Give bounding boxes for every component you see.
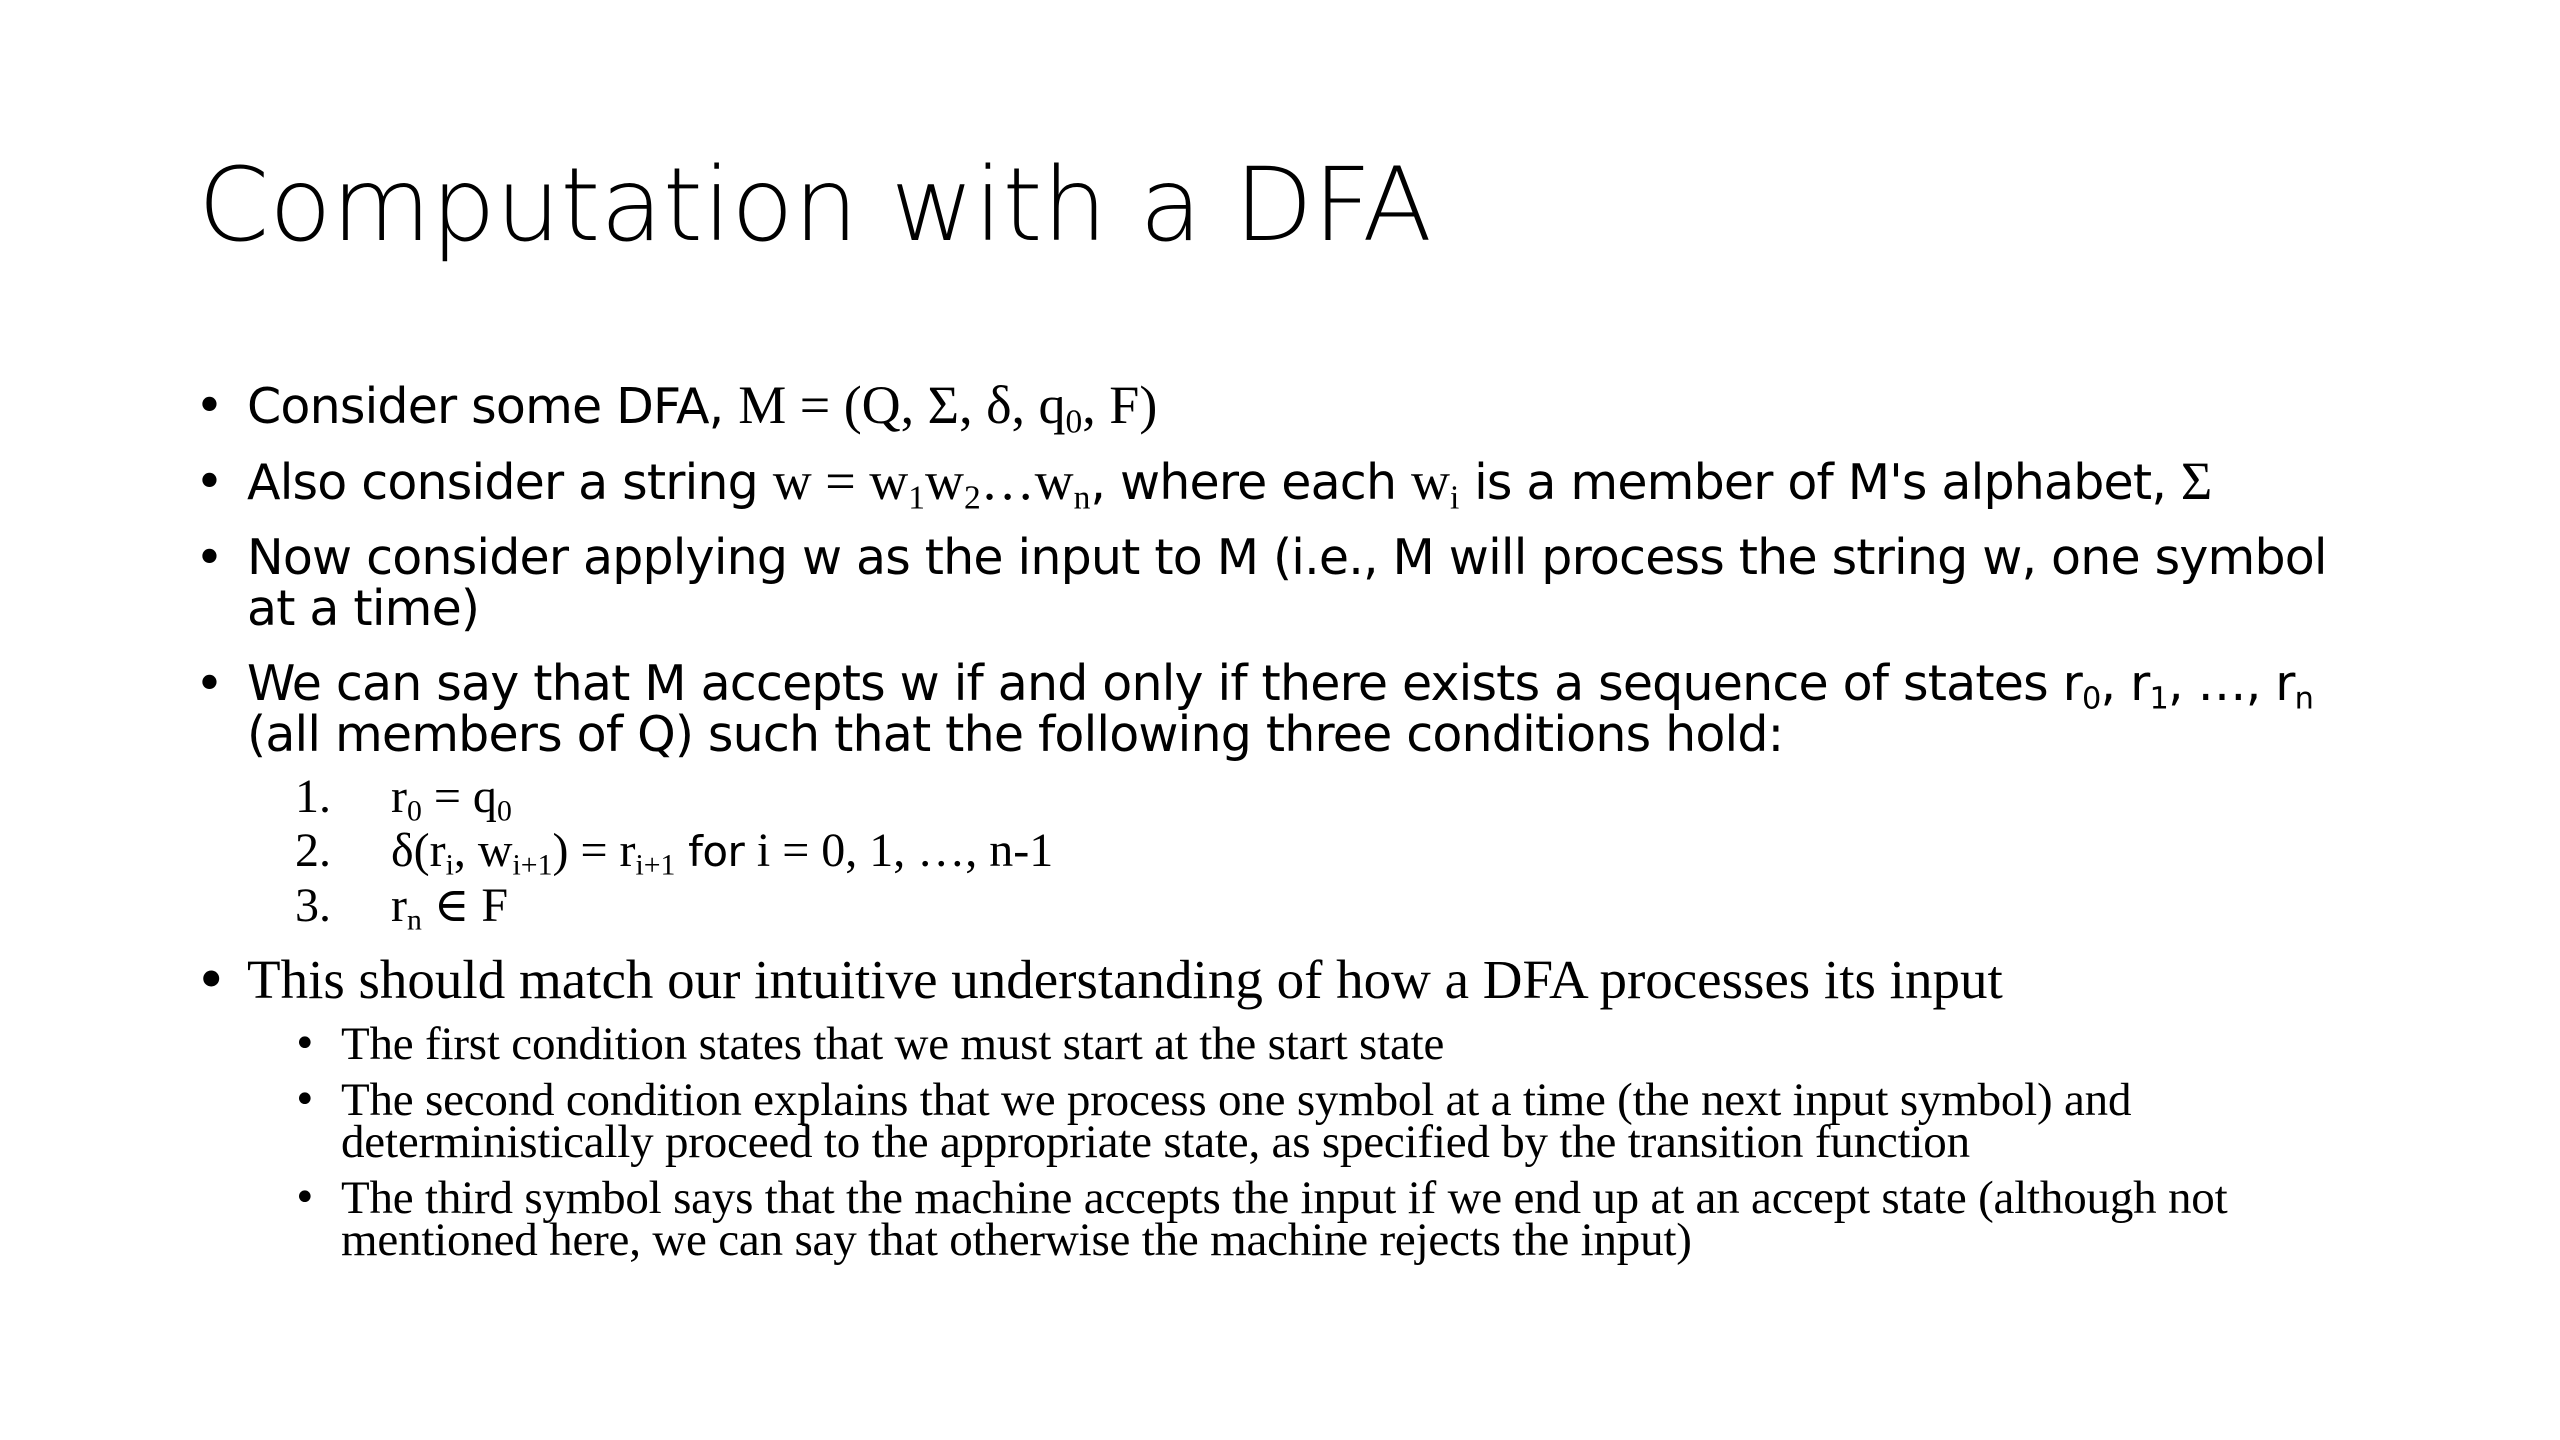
bullet-text: , …, r <box>2167 655 2295 712</box>
math-part: ∈ F <box>421 879 509 932</box>
sub-bullet-second-condition <box>293 1074 2375 1168</box>
sub-bullet-third-condition <box>293 1172 2375 1266</box>
sub-bullet-first-condition <box>293 1018 2375 1070</box>
math-subscript: 2 <box>963 479 981 517</box>
condition-math <box>391 879 509 937</box>
bullet-intuition <box>195 948 2375 1012</box>
math-alphabet: Σ <box>2180 451 2213 511</box>
bullet-dot: • <box>293 1175 317 1221</box>
condition-number: 2. <box>295 824 331 877</box>
math-part: , F) <box>1082 375 1158 435</box>
math-subscript: 1 <box>2149 681 2168 717</box>
condition-number: 1. <box>295 770 331 823</box>
bullet-text: Now consider applying w as the input to M (i.e., M will process the string w, one symbol at a time) <box>247 529 2327 637</box>
bullet-text: , r <box>2100 655 2150 712</box>
bullet-text: Also consider a string <box>247 454 773 511</box>
math-part: = q <box>421 770 497 823</box>
bullet-text: Consider some DFA, <box>247 378 739 435</box>
bullet-apply-input <box>195 529 2375 637</box>
math-subscript: i+1 <box>512 848 553 882</box>
bullet-dot: • <box>195 529 224 586</box>
math-part: w <box>1410 451 1450 511</box>
math-part: r <box>391 770 407 823</box>
bullet-dot: • <box>195 655 224 712</box>
condition-item <box>295 824 2375 882</box>
math-subscript: 0 <box>406 794 422 828</box>
condition-text: for <box>675 827 757 876</box>
math-part: i = 0, 1, …, n-1 <box>756 824 1054 877</box>
bullet-input-string <box>195 451 2375 517</box>
bullet-text: , where each <box>1090 454 1411 511</box>
bullet-text: (all members of Q) such that the following three conditions hold: <box>247 706 1784 763</box>
bullet-dot: • <box>293 1077 317 1123</box>
math-string <box>772 451 1091 517</box>
math-part: w <box>924 451 964 511</box>
math-subscript: 1 <box>908 479 925 517</box>
math-subscript: 0 <box>496 794 512 828</box>
bullet-dot: • <box>195 453 224 510</box>
math-subscript: i <box>1449 479 1460 517</box>
sub-bullet-list <box>293 1018 2375 1266</box>
condition-math <box>391 770 512 828</box>
slide-content <box>195 375 2375 1275</box>
condition-item <box>295 770 2375 828</box>
bullet-text: This should match our intuitive understanding of how a DFA processes its input <box>247 949 2003 1010</box>
math-subscript: i+1 <box>635 848 676 882</box>
math-subscript: 0 <box>2082 681 2101 717</box>
math-part: …w <box>980 451 1074 511</box>
condition-item <box>295 879 2375 937</box>
sub-bullet-text: The first condition states that we must start at the start state <box>341 1018 1445 1070</box>
bullet-dot: • <box>195 377 224 434</box>
math-subscript: n <box>406 903 422 937</box>
condition-list <box>295 770 2375 937</box>
bullet-text: is a member of M's alphabet, <box>1459 454 2181 511</box>
bullet-acceptance <box>195 655 2375 763</box>
bullet-text: We can say that M accepts w if and only if there exists a sequence of states r <box>247 655 2082 712</box>
bullet-dfa-definition <box>195 375 2375 441</box>
math-part: M = (Q, Σ, δ, q <box>738 375 1066 435</box>
sub-bullet-text: The second condition explains that we process one symbol at a time (the next input symbol) and deterministically proceed to the appropriate state, as specified by the transition function <box>341 1074 2132 1168</box>
condition-math <box>391 824 1054 882</box>
math-subscript: 0 <box>1065 403 1083 441</box>
math-part: ) = r <box>552 824 636 877</box>
bullet-dot: • <box>195 948 228 1012</box>
sub-bullet-text: The third symbol says that the machine accepts the input if we end up at an accept state (although not mentioned here, we can say that otherwise the machine rejects the input) <box>341 1172 2228 1266</box>
math-part: w = w <box>772 451 909 511</box>
math-part: r <box>391 879 407 932</box>
slide-title: Computation with a DFA <box>198 146 1433 265</box>
math-dfa-tuple <box>738 375 1158 441</box>
bullet-dot: • <box>293 1021 317 1067</box>
math-part: , w <box>453 824 513 877</box>
math-symbol <box>1410 451 1460 517</box>
condition-number: 3. <box>295 879 331 932</box>
math-subscript: i <box>445 848 454 882</box>
math-part: δ(r <box>391 824 446 877</box>
math-subscript: n <box>2294 681 2314 717</box>
math-subscript: n <box>1073 479 1091 517</box>
